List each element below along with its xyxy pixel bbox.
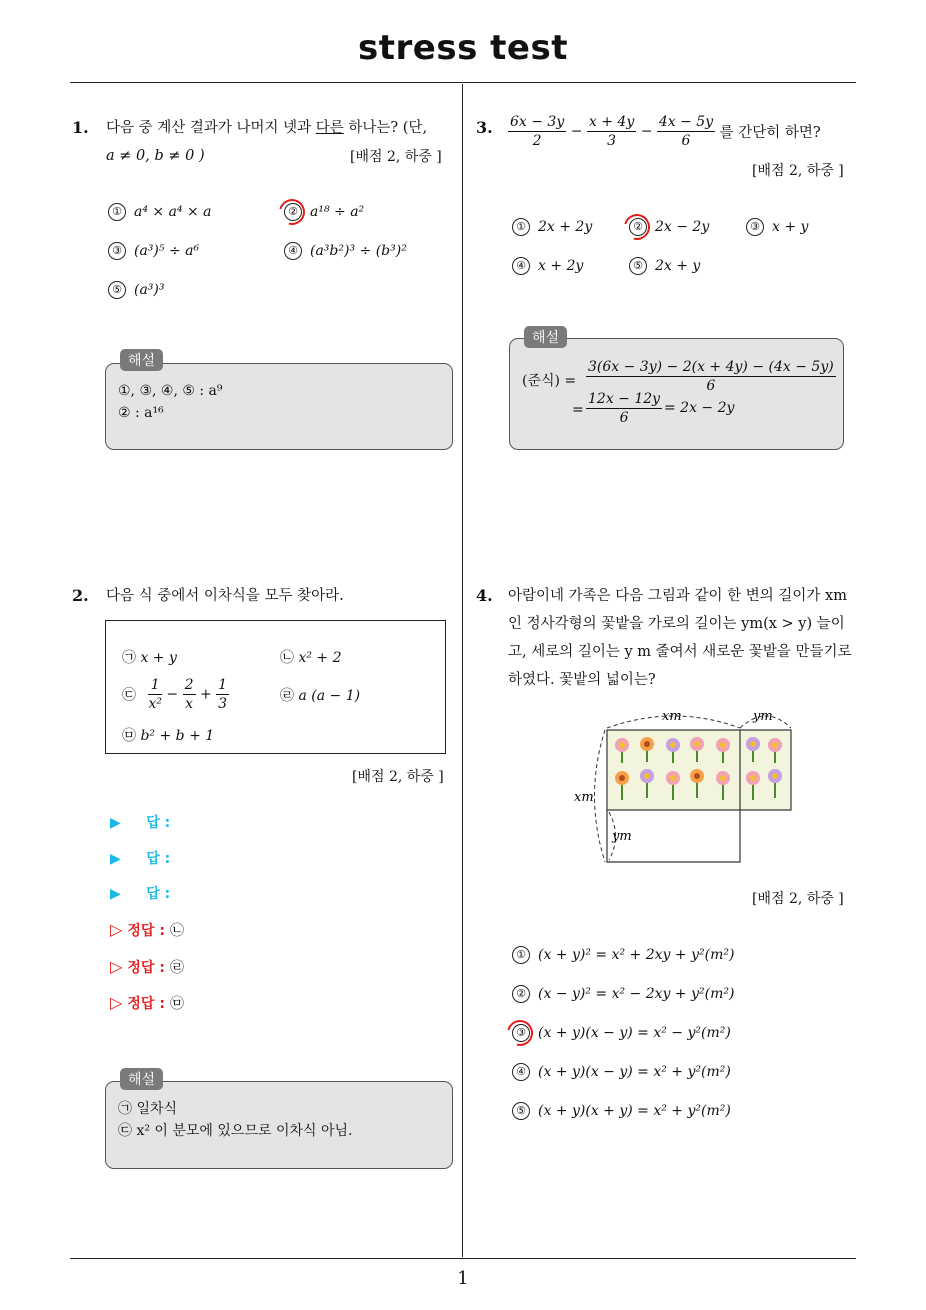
q2-correct-1: ▷ 정답 : ㉡	[110, 920, 185, 939]
q2-solution-content: ㉠ 일차식 ㉢ x² 이 분모에 있으므로 이차식 아님.	[118, 1101, 353, 1139]
q1-option-1[interactable]: ① a⁴ × a⁴ × a	[108, 203, 212, 221]
q1-solution-content: ①, ③, ④, ⑤ : a⁹ ② : a¹⁶	[118, 383, 223, 421]
q3-solution-tag: 해설	[524, 326, 567, 348]
q3-option-1[interactable]: ① 2x + 2y	[512, 218, 592, 236]
q2-answer-1[interactable]: ▶ 답 :	[110, 815, 171, 831]
q4-option-1[interactable]: ① (x + y)² = x² + 2xy + y²(m²)	[512, 946, 734, 964]
q1-option-3[interactable]: ③ (a³)⁵ ÷ a⁶	[108, 242, 199, 260]
q2-answer-3[interactable]: ▶ 답 :	[110, 886, 171, 902]
q3-solution-prefix: (준식) =	[522, 373, 577, 389]
q2-item-3: ㉢ $\frac{1}{\text{x²}}$ − $\frac{2}{x}$ + $\frac{1}{3}$	[122, 677, 228, 712]
q3-option-4[interactable]: ④ x + 2y	[512, 257, 583, 275]
garden-figure	[570, 700, 810, 870]
q3-solution-fraction-1: $\frac{3(6x - 3y) - 2(x + 4y) - (4x - 5y)}{6}$	[588, 359, 834, 394]
q2-solution-box	[105, 1081, 453, 1169]
q2-meta: [배점 2, 하중 ]	[352, 769, 444, 785]
q1-option-4[interactable]: ④ (a³b²)³ ÷ (b³)²	[284, 242, 407, 260]
label-top-x: xm	[662, 709, 682, 724]
label-left-x: xm	[574, 790, 594, 805]
q3-meta: [배점 2, 하중 ]	[752, 163, 844, 179]
page-number: 1	[457, 1268, 469, 1289]
q2-text: 다음 식 중에서 이차식을 모두 찾아라.	[106, 588, 344, 604]
q3-solution-result: = 2x − 2y	[664, 400, 735, 416]
q2-item-2: ㉡ x² + 2	[280, 650, 342, 666]
page-title: stress test	[358, 28, 568, 68]
q2-correct-3: ▷ 정답 : ㉤	[110, 993, 185, 1012]
q3-number: 3.	[476, 118, 493, 137]
q2-answer-2[interactable]: ▶ 답 :	[110, 851, 171, 867]
q1-option-2[interactable]: ② a¹⁸ ÷ a²	[284, 203, 364, 221]
q3-expression: $\frac{6x - 3y}{2}$ − $\frac{x + 4y}{3}$ − $\frac{4x - 5y}{6}$ 를 간단히 하면?	[510, 114, 821, 149]
q1-text: 다음 중 계산 결과가 나머지 넷과 다른 하나는? (단, a ≠ 0, b ≠ 0 )	[106, 120, 428, 164]
q1-meta: [배점 2, 하중 ]	[350, 149, 442, 165]
column-divider	[462, 84, 463, 1257]
q1-answer-mark	[274, 194, 310, 230]
q4-answer-mark	[502, 1015, 538, 1051]
q4-meta: [배점 2, 하중 ]	[752, 891, 844, 907]
label-top-y: ym	[753, 709, 773, 724]
left-x-brace	[595, 730, 606, 862]
q3-option-2[interactable]: ② 2x − 2y	[629, 218, 709, 236]
q3-option-3[interactable]: ③ x + y	[746, 218, 808, 236]
q2-item-1: ㉠ x + y	[122, 650, 177, 666]
q4-text: 아람이네 가족은 다음 그림과 같이 한 변의 길이가 xm 인 정사각형의 꽃밭을 가로의 길이는 ym(x > y) 늘이 고, 세로의 길이는 y m 줄여서 새로운 꽃밭을 만들기로 하였다. 꽃밭의 넓이는?	[508, 588, 852, 688]
q4-option-2[interactable]: ② (x − y)² = x² − 2xy + y²(m²)	[512, 985, 734, 1003]
header-rule	[70, 82, 856, 83]
q3-answer-mark	[619, 209, 655, 245]
label-inner-y: ym	[612, 829, 632, 844]
q3-solution-fraction-2: $\frac{12x - 12y}{6}$	[588, 391, 661, 426]
q2-number: 2.	[72, 586, 89, 605]
q4-number: 4.	[476, 586, 493, 605]
q1-number: 1.	[72, 118, 89, 137]
q2-correct-2: ▷ 정답 : ㉣	[110, 957, 185, 976]
q3-option-5[interactable]: ⑤ 2x + y	[629, 257, 700, 275]
q1-option-5[interactable]: ⑤ (a³)³	[108, 281, 165, 299]
q4-option-5[interactable]: ⑤ (x + y)(x + y) = x² + y²(m²)	[512, 1102, 731, 1120]
q2-solution-tag: 해설	[120, 1068, 163, 1090]
q4-option-4[interactable]: ④ (x + y)(x − y) = x² + y²(m²)	[512, 1063, 731, 1081]
q2-item-4: ㉣ a (a − 1)	[280, 688, 361, 704]
q4-option-3[interactable]: ③ (x + y)(x − y) = x² − y²(m²)	[512, 1024, 731, 1042]
q1-solution-tag: 해설	[120, 349, 163, 371]
footer-rule	[70, 1258, 856, 1259]
q2-item-5: ㉤ b² + b + 1	[122, 728, 215, 744]
q3-solution-equals: =	[572, 402, 584, 418]
q1-solution-box	[105, 363, 453, 450]
